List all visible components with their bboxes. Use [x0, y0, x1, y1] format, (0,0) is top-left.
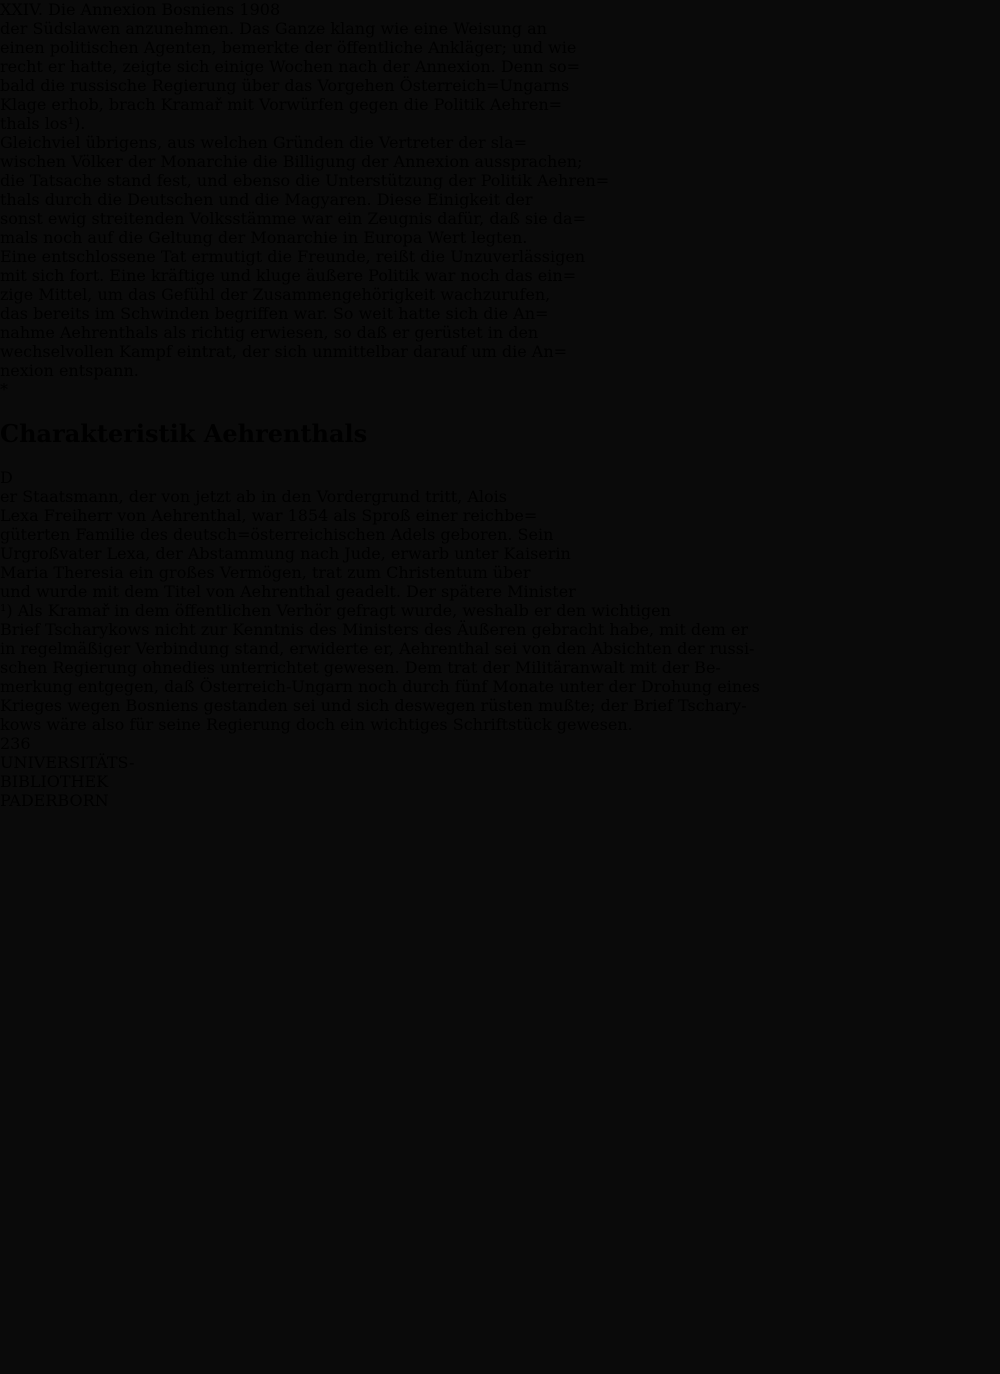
body-text-line: recht er hatte, zeigte sich einige Wochen nach der Annexion. Denn so=: [0, 57, 581, 76]
body-text-line: mals noch auf die Geltung der Monarchie in Europa Wert legten.: [0, 228, 528, 247]
body-text-line: Urgroßvater Lexa, der Abstammung nach Jude, erwarb unter Kaiserin: [0, 543, 571, 563]
body-text-line: wechselvollen Kampf eintrat, der sich unmittelbar darauf um die An=: [0, 342, 568, 361]
footnote-text-line: kows wäre also für seine Regierung doch ein wichtiges Schriftstück gewesen.: [0, 714, 633, 734]
footnote-text-line: in regelmäßiger Verbindung stand, erwiderte er, Aehrenthal sei von den Absichten der russi-: [0, 638, 755, 658]
body-text-line: nahme Aehrenthals als richtig erwiesen, so daß er gerüstet in den: [0, 323, 539, 342]
section-separator-star: *: [0, 380, 8, 399]
body-text-line: Eine entschlossene Tat ermutigt die Freunde, reißt die Unzuverlässigen: [0, 247, 586, 266]
body-text-line: thals durch die Deutschen und die Magyaren. Diese Einigkeit der: [0, 190, 533, 209]
drop-cap-initial: D: [0, 467, 13, 487]
body-text-line: und wurde mit dem Titel von Aehrenthal geadelt. Der spätere Minister: [0, 581, 576, 601]
footnote-text-line: Brief Tscharykows nicht zur Kenntnis des Ministers des Äußeren gebracht habe, mit dem er: [0, 619, 749, 639]
footnote-text-line: schen Regierung ohnedies unterrichtet gewesen. Dem trat der Militäranwalt mit der Be-: [0, 657, 721, 677]
body-text-line: güterten Familie des deutsch=österreichischen Adels geboren. Sein: [0, 524, 554, 544]
book-cover: [55, 44, 1000, 1268]
body-text-line: mit sich fort. Eine kräftige und kluge äußere Politik war noch das ein=: [0, 266, 577, 285]
body-text-line: Maria Theresia ein großes Vermögen, trat zum Christentum über: [0, 562, 531, 582]
body-text-line: Lexa Freiherr von Aehrenthal, war 1854 als Sproß einer reichbe=: [0, 505, 538, 525]
library-name-line: UNIVERSITÄTS-: [0, 752, 135, 772]
body-text-line: wischen Völker der Monarchie die Billigung der Annexion aussprachen;: [0, 152, 583, 171]
body-text-line: zige Mittel, um das Gefühl der Zusammengehörigkeit wachzurufen,: [0, 285, 551, 304]
running-header: [0, 0, 1000, 19]
body-text-line: er Staatsmann, der von jetzt ab in den Vordergrund tritt, Alois: [0, 486, 508, 506]
library-name-line: BIBLIOTHEK: [0, 771, 109, 791]
body-text-line: sonst ewig streitenden Volksstämme war ein Zeugnis dafür, daß sie da=: [0, 209, 586, 228]
body-text-line: nexion entspann.: [0, 361, 139, 380]
footnote-text-line: ¹) Als Kramař in dem öffentlichen Verhör gefragt wurde, weshalb er den wichtigen: [0, 600, 671, 620]
page-number: 236: [0, 733, 31, 753]
section-heading: Charakteristik Aehrenthals: [0, 418, 368, 448]
library-name-line: PADERBORN: [0, 790, 109, 810]
body-text-line: Gleichviel übrigens, aus welchen Gründen die Vertreter der sla=: [0, 133, 527, 152]
body-text-line: das bereits im Schwinden begriffen war. So weit hatte sich die An=: [0, 304, 549, 323]
body-text-line: der Südslawen anzunehmen. Das Ganze klang wie eine Weisung an: [0, 19, 547, 38]
body-text-line: die Tatsache stand fest, und ebenso die Unterstützung der Politik Aehren=: [0, 171, 610, 190]
body-text-line: Klage erhob, brach Kramař mit Vorwürfen gegen die Politik Aehren=: [0, 95, 563, 114]
body-text-line: einen politischen Agenten, bemerkte der öffentliche Ankläger; und wie: [0, 38, 577, 57]
body-text-line: bald die russische Regierung über das Vorgehen Österreich=Ungarns: [0, 76, 570, 95]
running-header-title: XXIV. Die Annexion Bosniens 1908: [0, 0, 281, 19]
footnote-text-line: merkung entgegen, daß Österreich-Ungarn noch durch fünf Monate unter der Drohung eines: [0, 676, 760, 696]
body-text-line: thals los¹).: [0, 114, 86, 133]
footnote-text-line: Krieges wegen Bosniens gestanden sei und sich deswegen rüsten mußte; der Brief Tschary-: [0, 695, 747, 715]
